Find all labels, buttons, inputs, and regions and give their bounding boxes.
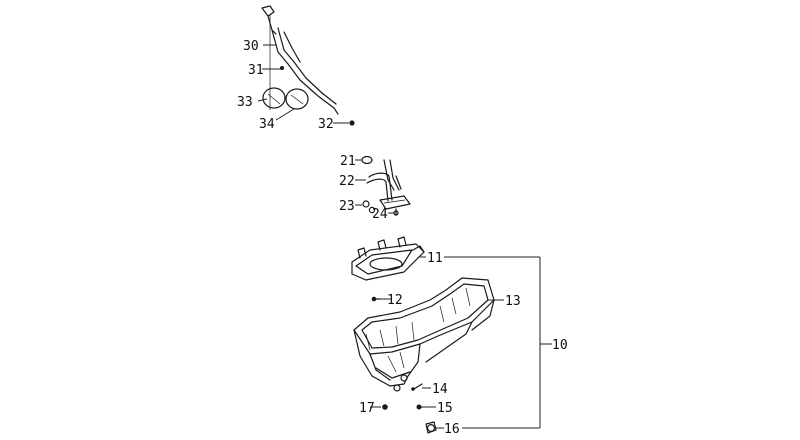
- callout-16: 16: [444, 422, 460, 437]
- leaders-dipstick: [258, 45, 349, 123]
- callout-17: 17: [359, 401, 375, 416]
- oil-pan: [354, 278, 494, 386]
- oring-33-shape: [263, 88, 285, 108]
- callout-21: 21: [340, 154, 356, 169]
- callout-13: 13: [505, 294, 521, 309]
- drain-plug-16-shape: [426, 422, 436, 433]
- callout-15: 15: [437, 401, 453, 416]
- bolt-32-shape: [349, 120, 354, 125]
- callout-33: 33: [237, 95, 253, 110]
- washer-17-top-shape: [394, 385, 400, 391]
- gasket-17-shape: [382, 404, 388, 410]
- callout-23: 23: [339, 199, 355, 214]
- bolt-15-shape: [417, 405, 422, 410]
- callout-22: 22: [339, 174, 355, 189]
- callout-12: 12: [387, 293, 403, 308]
- callout-11: 11: [427, 251, 443, 266]
- callout-30: 30: [243, 39, 259, 54]
- callout-31: 31: [248, 63, 264, 78]
- callout-10: 10: [552, 338, 568, 353]
- leaders-strainer: [355, 160, 394, 213]
- callout-34: 34: [259, 117, 275, 132]
- dipstick-assembly: [262, 6, 355, 126]
- baffle-plate: [352, 237, 424, 280]
- callout-14: 14: [432, 382, 448, 397]
- callout-24: 24: [372, 207, 388, 222]
- clip-34-shape: [286, 89, 308, 109]
- leaders-oilpan: [370, 257, 552, 428]
- stud-14-shape: [411, 384, 422, 391]
- callout-32: 32: [318, 117, 334, 132]
